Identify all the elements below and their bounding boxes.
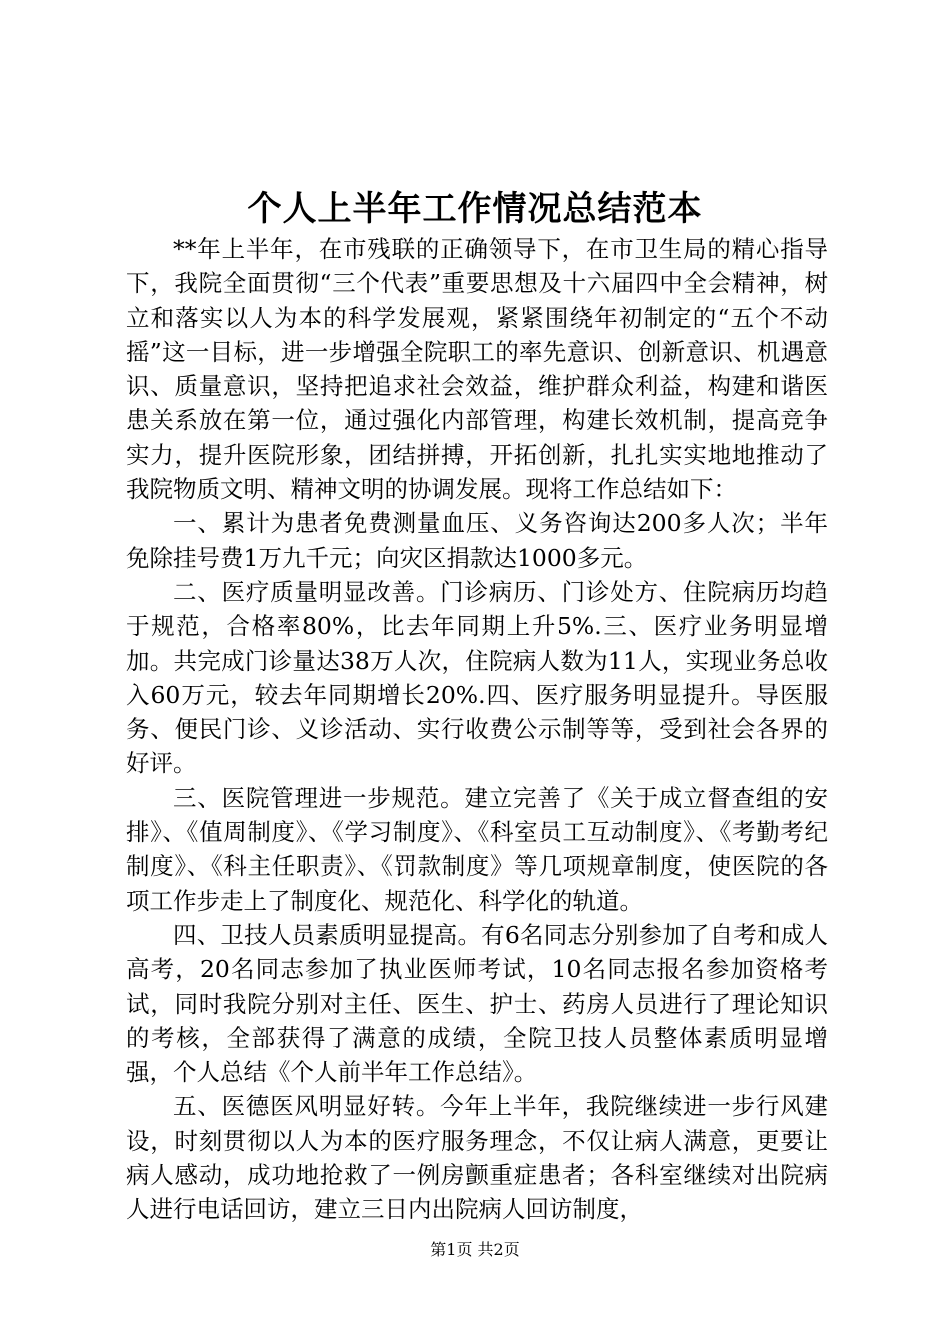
paragraph-5: 五、医德医风明显好转。今年上半年，我院继续进一步行风建设，时刻贯彻以人为本的医疗服务理念，不仅让病人满意，更要让病人感动，成功地抢救了一例房颤重症患者；各科室继续对出院病人进行电话回访，建立三日内出院病人回访制度， xyxy=(126,1092,828,1224)
paragraph-4: 四、卫技人员素质明显提高。有6名同志分别参加了自考和成人高考，20名同志参加了执业医师考试，10名同志报名参加资格考试，同时我院分别对主任、医生、护士、药房人员进行了理论知识的考核，全部获得了满意的成绩，全院卫技人员整体素质明显增强，个人总结《个人前半年工作总结》。 xyxy=(126,920,828,1087)
intro-paragraph: **年上半年，在市残联的正确领导下，在市卫生局的精心指导下，我院全面贯彻“三个代表”重要思想及十六届四中全会精神，树立和落实以人为本的科学发展观，紧紧围绕年初制定的“五个不动摇”这一目标，进一步增强全院职工的率先意识、创新意识、机遇意识、质量意识，坚持把追求社会效益，维护群众利益，构建和谐医患关系放在第一位，通过强化内部管理，构建长效机制，提高竞争实力，提升医院形象，团结拼搏，开拓创新，扎扎实实地地推动了我院物质文明、精神文明的协调发展。现将工作总结如下： xyxy=(126,235,828,504)
page-footer: 第1页 共2页 xyxy=(430,1240,520,1259)
document-body xyxy=(126,232,828,1227)
document-title: 个人上半年工作情况总结范本 xyxy=(247,189,703,229)
paragraph-3: 三、医院管理进一步规范。建立完善了《关于成立督查组的安排》、《值周制度》、《学习制度》、《科室员工互动制度》、《考勤考纪制度》、《科主任职责》、《罚款制度》等几项规章制度，使医院的各项工作步走上了制度化、规范化、科学化的轨道。 xyxy=(126,783,828,915)
paragraph-2: 二、医疗质量明显改善。门诊病历、门诊处方、住院病历均趋于规范，合格率80%，比去年同期上升5%.三、医疗业务明显增加。共完成门诊量达38万人次，住院病人数为11人，实现业务总收入60万元，较去年同期增长20%.四、医疗服务明显提升。导医服务、便民门诊、义诊活动、实行收费公示制等等，受到社会各界的好评。 xyxy=(126,577,828,778)
paragraph-1: 一、累计为患者免费测量血压、义务咨询达200多人次；半年免除挂号费1万九千元；向灾区捐款达1000多元。 xyxy=(126,509,828,572)
